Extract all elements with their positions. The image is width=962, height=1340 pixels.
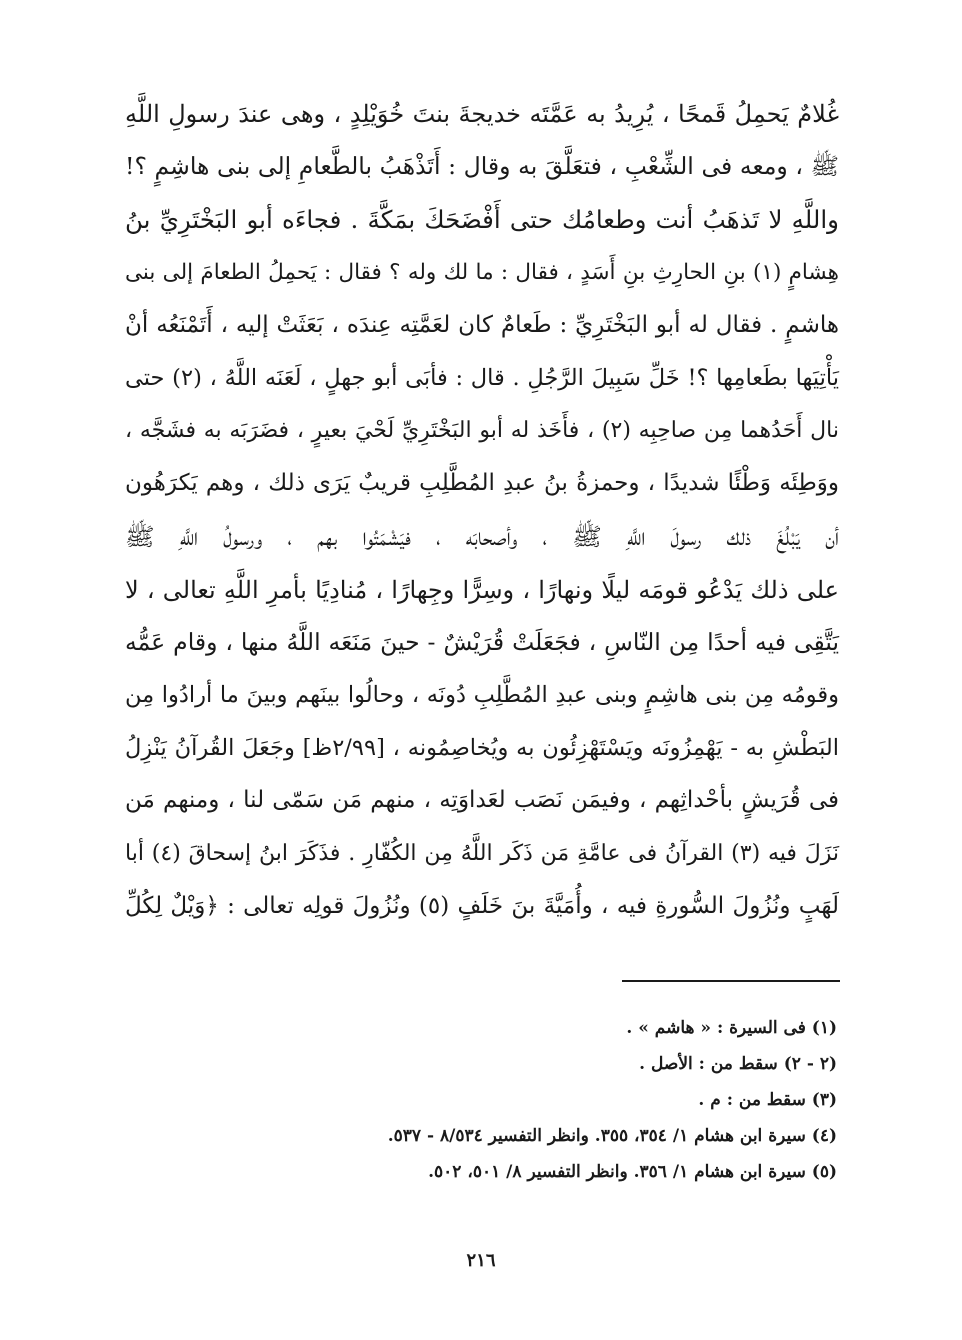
- text-line: [125, 194, 839, 247]
- text-line: [125, 669, 839, 722]
- footnote: (٢ - ٢) سقط من : الأصل .: [639, 1053, 837, 1074]
- text-line-content: على ذلك يَدْعُو قومَه ليلًا ونهارًا ، وسِرًّا وجِهارًا ، مُنادِيًا بأمرِ اللَّهِ تعالى ، لا: [125, 575, 839, 604]
- text-line: [125, 141, 839, 194]
- text-line-content: أن يَبْلُغَ ذلك رسولَ اللَّهِ ﷺ ، وأصحابَه ، فيَشْمَتُوا بهم ، ورسولُ اللَّهِ ﷺ: [125, 521, 839, 551]
- text-line-content: ووَطِئَه وَطْئًا شديدًا ، وحمزةُ بنُ عبدِ المُطَّلِبِ قريبٌ يَرَى ذلك ، وهم يَكرَهُون: [125, 470, 839, 497]
- main-text-block: [125, 88, 839, 933]
- text-line-content: ﷺ ، ومعه فى الشِّعْبِ ، فتعَلَّقَ به وقال : أَتَذْهَبُ بالطَّعامِ إلى بنى هاشِمٍ ؟!: [125, 152, 839, 181]
- text-line: [125, 722, 839, 775]
- page-number: ٢١٦: [466, 1250, 496, 1271]
- footnotes: [297, 1010, 837, 1190]
- text-line-content: فى قُرَيشٍ بأحْداثِهم ، وفيمَن نَصَب لعَداوَتِه ، منهم مَن سَمّى لنا ، ومنهم مَن: [125, 787, 839, 814]
- text-line-content: لَهَبٍ ونُزُولَ السُّورةِ فيه ، وأُمَيَّةَ بنَ خَلَفٍ (٥) ونُزُولَ قولِه تعالى : ﴿وَيْلٌ لِكُلِّ: [125, 892, 839, 919]
- text-line: [125, 774, 839, 827]
- text-line: [125, 352, 839, 405]
- text-line: [125, 458, 839, 511]
- text-line-content: واللَّهِ لا تَذهَبُ أنت وطعامُك حتى أَفْضَحَكَ بمَكَّةَ . فجاءَه أبو البَخْتَرِيِّ بنُ: [125, 204, 839, 234]
- text-line-content: البَطْشِ به - يَهْمِزُونَه ويَسْتَهْزِئُون به ويُخاصِمُونه ، [٢/٩٩ظ] وجَعَلَ القُرآنُ يَنْزِلُ: [125, 734, 839, 761]
- text-line-content: غُلامٌ يَحمِلُ قَمحًا ، يُرِيدُ به عَمَّتَه خديجةَ بنتَ خُوَيْلِدٍ ، وهى عندَ رسولِ اللَّهِ: [125, 100, 839, 129]
- text-line: [125, 246, 839, 299]
- text-line-content: وقومُه مِن بنى هاشِمٍ وبنى عبدِ المُطَّلِبِ دُونَه ، وحالُوا بينَهم وبينَ ما أرادُوا مِن: [125, 681, 839, 708]
- text-line: [125, 616, 839, 669]
- text-line: [125, 880, 839, 933]
- text-line-content: هِشامٍ (١) بنِ الحارِثِ بنِ أَسَدٍ ، فقال : ما لك وله ؟ فقال : يَحمِلُ الطعامَ إلى بنى: [125, 260, 839, 286]
- footnote: (٥) سيرة ابن هشام ١/ ٣٥٦. وانظر التفسير ٨/ ٥٠١، ٥٠٢.: [428, 1161, 837, 1182]
- text-line: [125, 405, 839, 458]
- text-line-content: يَأْتِيَها بطَعامِها ؟! خَلِّ سَبِيلَ الرَّجُلِ . قال : فأبَى أبو جهلٍ ، لَعَنَه اللَّهُ ، (٢) حتى: [125, 365, 839, 392]
- text-line: [125, 88, 839, 141]
- text-line: [125, 563, 839, 616]
- text-line: [125, 827, 839, 880]
- text-line: [125, 299, 839, 352]
- footnote-separator: [622, 980, 840, 982]
- text-line-content: يَتَّقِى فيه أحدًا مِن النّاسِ ، فجَعَلَتْ قُرَيْشٌ - حينَ مَنَعَه اللَّهُ منها ، وقام عَمُّه: [125, 627, 839, 656]
- text-line: [125, 510, 839, 563]
- text-line-content: نَزَلَ فيه (٣) القرآنُ فى عامَّةِ مَن ذَكَر اللَّهُ مِن الكُفّارِ . فذَكَرَ ابنُ إسحاقَ (٤) أبا: [125, 840, 840, 866]
- footnote: (٣) سقط من : م .: [698, 1089, 837, 1110]
- text-line-content: نال أَحَدُهما مِن صاحِبِه (٢) ، فأَخَذ له أبو البَخْتَرِيِّ لَحْيَ بعيرٍ ، فضَرَبَه به فشَجَّه ،: [125, 418, 839, 444]
- footnote: (٤) سيرة ابن هشام ١/ ٣٥٤، ٣٥٥. وانظر التفسير ٨/٥٣٤ - ٥٣٧.: [387, 1125, 837, 1146]
- text-line-content: هاشمٍ . فقال له أبو البَخْتَرِيِّ : طَعامٌ كان لعَمَّتِه عِندَه ، بَعَثَتْ إليه ، أَتَمْنَعُه أنْ: [125, 312, 839, 339]
- footnote: (١) فى السيرة : « هاشم » .: [626, 1017, 837, 1038]
